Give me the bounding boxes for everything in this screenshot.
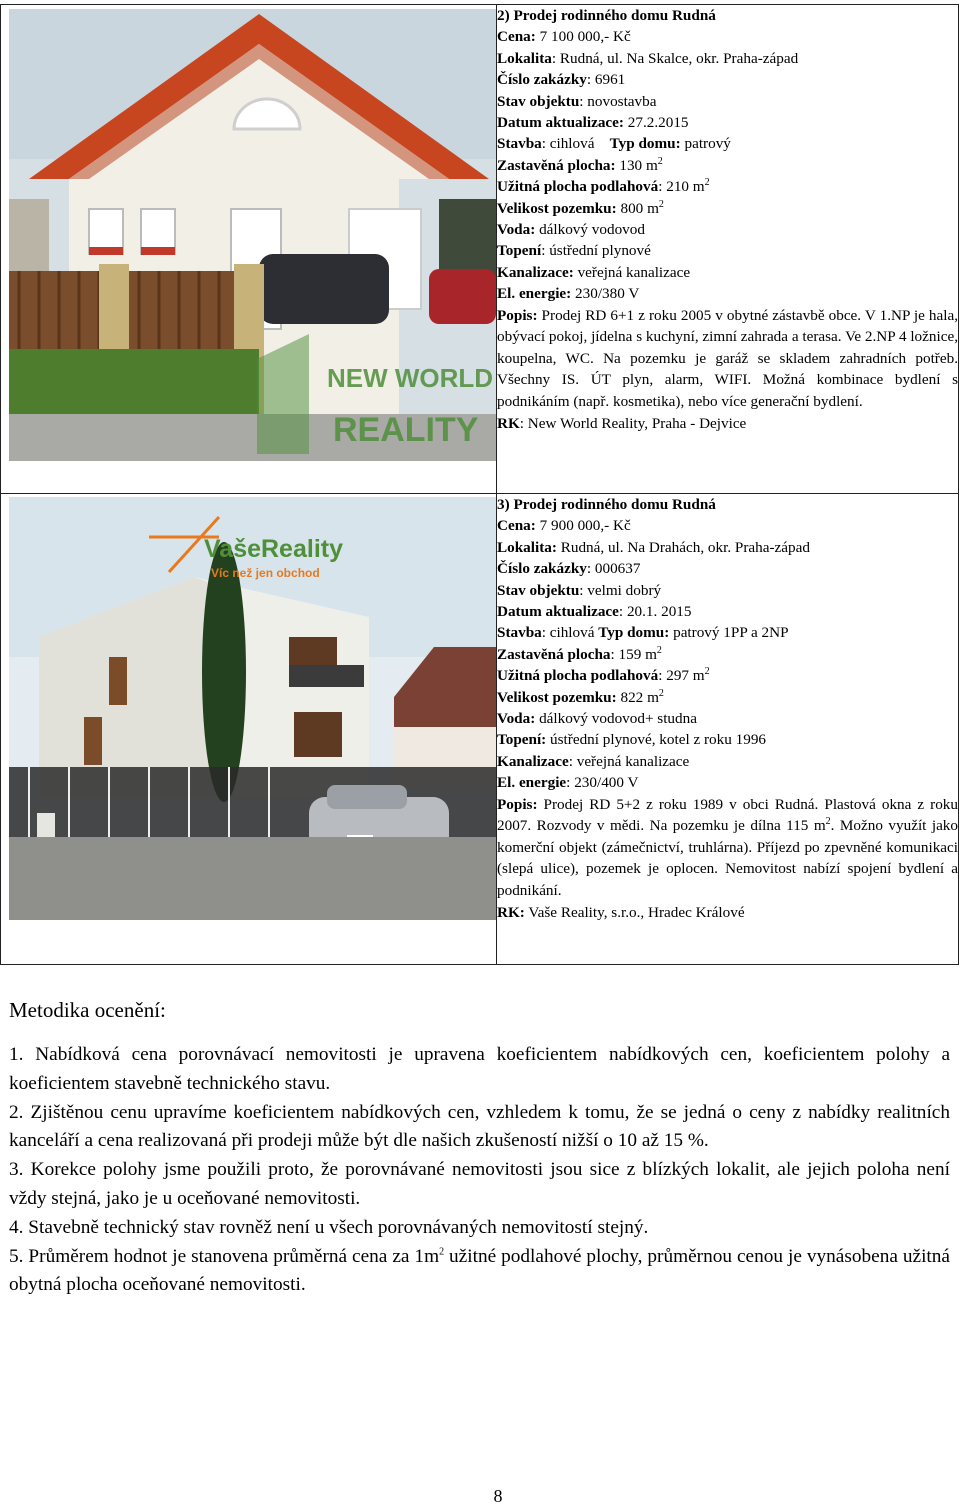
sewage-label: Kanalizace:	[497, 263, 574, 281]
description-sup: 2	[825, 816, 831, 828]
construction-label: Stavba	[497, 624, 542, 642]
usable-area-sup: 2	[704, 177, 710, 189]
methodology-item: 4. Stavebně technický stav rovněž není u všech porovnávaných nemovitostí stejný.	[9, 1216, 649, 1238]
usable-area-value: : 297 m	[658, 667, 705, 685]
plot-size-value: 822 m	[616, 688, 659, 706]
methodology-item5-b: užitné podlahové plochy, průměrnou cenou je vynásobena užitná obytná plocha oceňované nemovitosti.	[9, 1245, 950, 1296]
description	[497, 305, 958, 413]
price-value: 7 100 000,- Kč	[539, 28, 631, 46]
state-value: : novostavba	[579, 92, 657, 110]
order-no-label: Číslo zakázky	[497, 560, 587, 578]
sewage-value: veřejná kanalizace	[573, 263, 691, 281]
built-area-sup: 2	[657, 155, 663, 167]
power-value: 230/380 V	[571, 285, 640, 303]
price-label: Cena:	[497, 517, 536, 535]
methodology-item: 3. Korekce polohy jsme použili proto, že porovnávané nemovitosti jsou sice z blízkých lokalit, ale jejich poloha není vždy stejná, jako je u oceňované nemovitosti.	[9, 1159, 950, 1209]
methodology-item: 2. Zjištěnou cenu upravíme koeficientem nabídkových cen, vzhledem k tomu, že se jedná o ceny z nabídky realitních kanceláří a cena realizovaná při prodeji může být dle našich zkušeností nižší o 10 až 15 %.	[9, 1101, 950, 1152]
description-text-b: . Možno využít jako komerční objekt (zámečnictví, truhlárna). Příjezd po zpevněné komunikaci (slepá ulice), pozemek je oplocen. Nemovitost nabízí spojení bydlení a podnikání.	[497, 817, 958, 900]
photo-2-logo-line1: VašeReality	[204, 535, 343, 563]
usable-area-label: Užitná plocha podlahová	[497, 178, 659, 196]
description-text-a: Prodej RD 5+2 z roku 1989 v obci Rudná. Plastová okna z roku 2007. Rozvody v mědi. Na pozemku je dílna 115 m	[497, 795, 958, 835]
photo-1-logo-line1: NEW WORLD	[327, 363, 494, 393]
plot-size-label: Velikost pozemku:	[497, 199, 617, 217]
plot-size-sup: 2	[658, 687, 664, 699]
location-value: : Rudná, ul. Na Skalce, okr. Praha-západ	[551, 49, 799, 67]
order-no-value: : 6961	[586, 71, 626, 89]
state-label: Stav objektu	[497, 581, 580, 599]
price-label: Cena:	[497, 28, 536, 46]
methodology-item5-a: 5. Průměrem hodnot je stanovena průměrná cena za 1m	[9, 1245, 440, 1267]
listings-table	[0, 4, 959, 965]
location-value: Rudná, ul. Na Drahách, okr. Praha-západ	[556, 538, 810, 556]
updated-label: Datum aktualizace	[497, 603, 619, 621]
listing-text-cell	[497, 494, 959, 965]
listing-photo-cell	[1, 5, 497, 494]
listing-text-cell	[497, 5, 959, 494]
water-value: dálkový vodovod+ studna	[535, 710, 697, 728]
built-area-label: Zastavěná plocha:	[497, 156, 616, 174]
heating-label: Topení:	[497, 731, 547, 749]
agency-label: RK:	[497, 903, 525, 921]
house-type-label: Typ domu:	[609, 135, 681, 153]
plot-size-sup: 2	[658, 198, 664, 210]
usable-area-value: : 210 m	[658, 178, 705, 196]
house-photo-2-drawing	[9, 497, 496, 920]
location-label: Lokalita:	[497, 538, 557, 556]
heating-value: ústřední plynové, kotel z roku 1996	[546, 731, 767, 749]
built-area-sup: 2	[656, 644, 662, 656]
listing-row	[1, 5, 959, 494]
methodology-item: 1. Nabídková cena porovnávací nemovitosti je upravena koeficientem nabídkových cen, koeficientem polohy a koeficientem stavebně technického stavu.	[9, 1044, 950, 1094]
water-value: dálkový vodovod	[535, 221, 645, 239]
water-label: Voda:	[497, 221, 536, 239]
methodology-list	[9, 1041, 950, 1300]
state-value: : velmi dobrý	[579, 581, 662, 599]
agency-value: Vaše Reality, s.r.o., Hradec Králové	[524, 903, 745, 921]
sewage-label: Kanalizace	[497, 752, 569, 770]
photo-2-logo-line2: Víc než jen obchod	[211, 566, 320, 580]
usable-area-sup: 2	[704, 666, 710, 678]
updated-value: : 20.1. 2015	[618, 603, 692, 621]
plot-size-label: Velikost pozemku:	[497, 688, 617, 706]
built-area-label: Zastavěná plocha	[497, 645, 611, 663]
built-area-value: : 159 m	[610, 645, 657, 663]
description-text: Prodej RD 6+1 z roku 2005 v obytné zástavbě obce. V 1.NP je hala, obývací pokoj, jídelna s kuchyní, zimní zahrada a terasa. Ve 2.NP 4 ložnice, koupelna, WC. Na pozemku je garáž se skladem zahradních potřeb. Všechny IS. ÚT plyn, alarm, WIFI. Možná kombinace bydlení s podnikáním (např. kosmetika), nebo více generační bydlení.	[497, 306, 958, 411]
built-area-value: 130 m	[615, 156, 658, 174]
agency-label: RK	[497, 414, 520, 432]
price-value: 7 900 000,- Kč	[535, 517, 631, 535]
description-label: Popis:	[497, 306, 538, 324]
power-value: : 230/400 V	[566, 774, 639, 792]
methodology-item	[9, 1243, 950, 1301]
construction-value: : cihlová	[541, 624, 595, 642]
description-label: Popis:	[497, 795, 538, 813]
listing-title: 3) Prodej rodinného domu Rudná	[497, 496, 716, 513]
house-photo-1	[9, 9, 496, 461]
methodology-title: Metodika ocenění:	[9, 998, 166, 1022]
state-label: Stav objektu	[497, 92, 580, 110]
usable-area-label: Užitná plocha podlahová	[497, 667, 659, 685]
water-label: Voda:	[497, 710, 536, 728]
listing-title: 2) Prodej rodinného domu Rudná	[497, 7, 716, 24]
sewage-value: : veřejná kanalizace	[568, 752, 690, 770]
order-no-value: : 000637	[586, 560, 641, 578]
construction-label: Stavba	[497, 135, 542, 153]
location-label: Lokalita	[497, 49, 552, 67]
listing-row	[1, 494, 959, 965]
plot-size-value: 800 m	[616, 199, 659, 217]
listing-photo-cell	[1, 494, 497, 965]
house-type-label: Typ domu:	[598, 624, 670, 642]
house-photo-2	[9, 497, 496, 920]
photo-1-logo-line2: REALITY	[333, 411, 479, 449]
agency-value: : New World Reality, Praha - Dejvice	[519, 414, 747, 432]
description	[497, 794, 958, 902]
page-number: 8	[493, 1486, 503, 1506]
house-type-value: patrový	[680, 135, 731, 153]
order-no-label: Číslo zakázky	[497, 71, 587, 89]
power-label: El. energie	[497, 774, 567, 792]
updated-label: Datum aktualizace:	[497, 114, 624, 132]
heating-value: : ústřední plynové	[541, 242, 651, 260]
power-label: El. energie:	[497, 285, 572, 303]
house-type-value: patrový 1PP a 2NP	[669, 624, 789, 642]
updated-value: 27.2.2015	[623, 114, 689, 132]
methodology-item5-sup: 2	[439, 1246, 445, 1258]
house-photo-1-drawing	[9, 9, 496, 461]
construction-value: : cihlová	[541, 135, 595, 153]
heating-label: Topení	[497, 242, 542, 260]
